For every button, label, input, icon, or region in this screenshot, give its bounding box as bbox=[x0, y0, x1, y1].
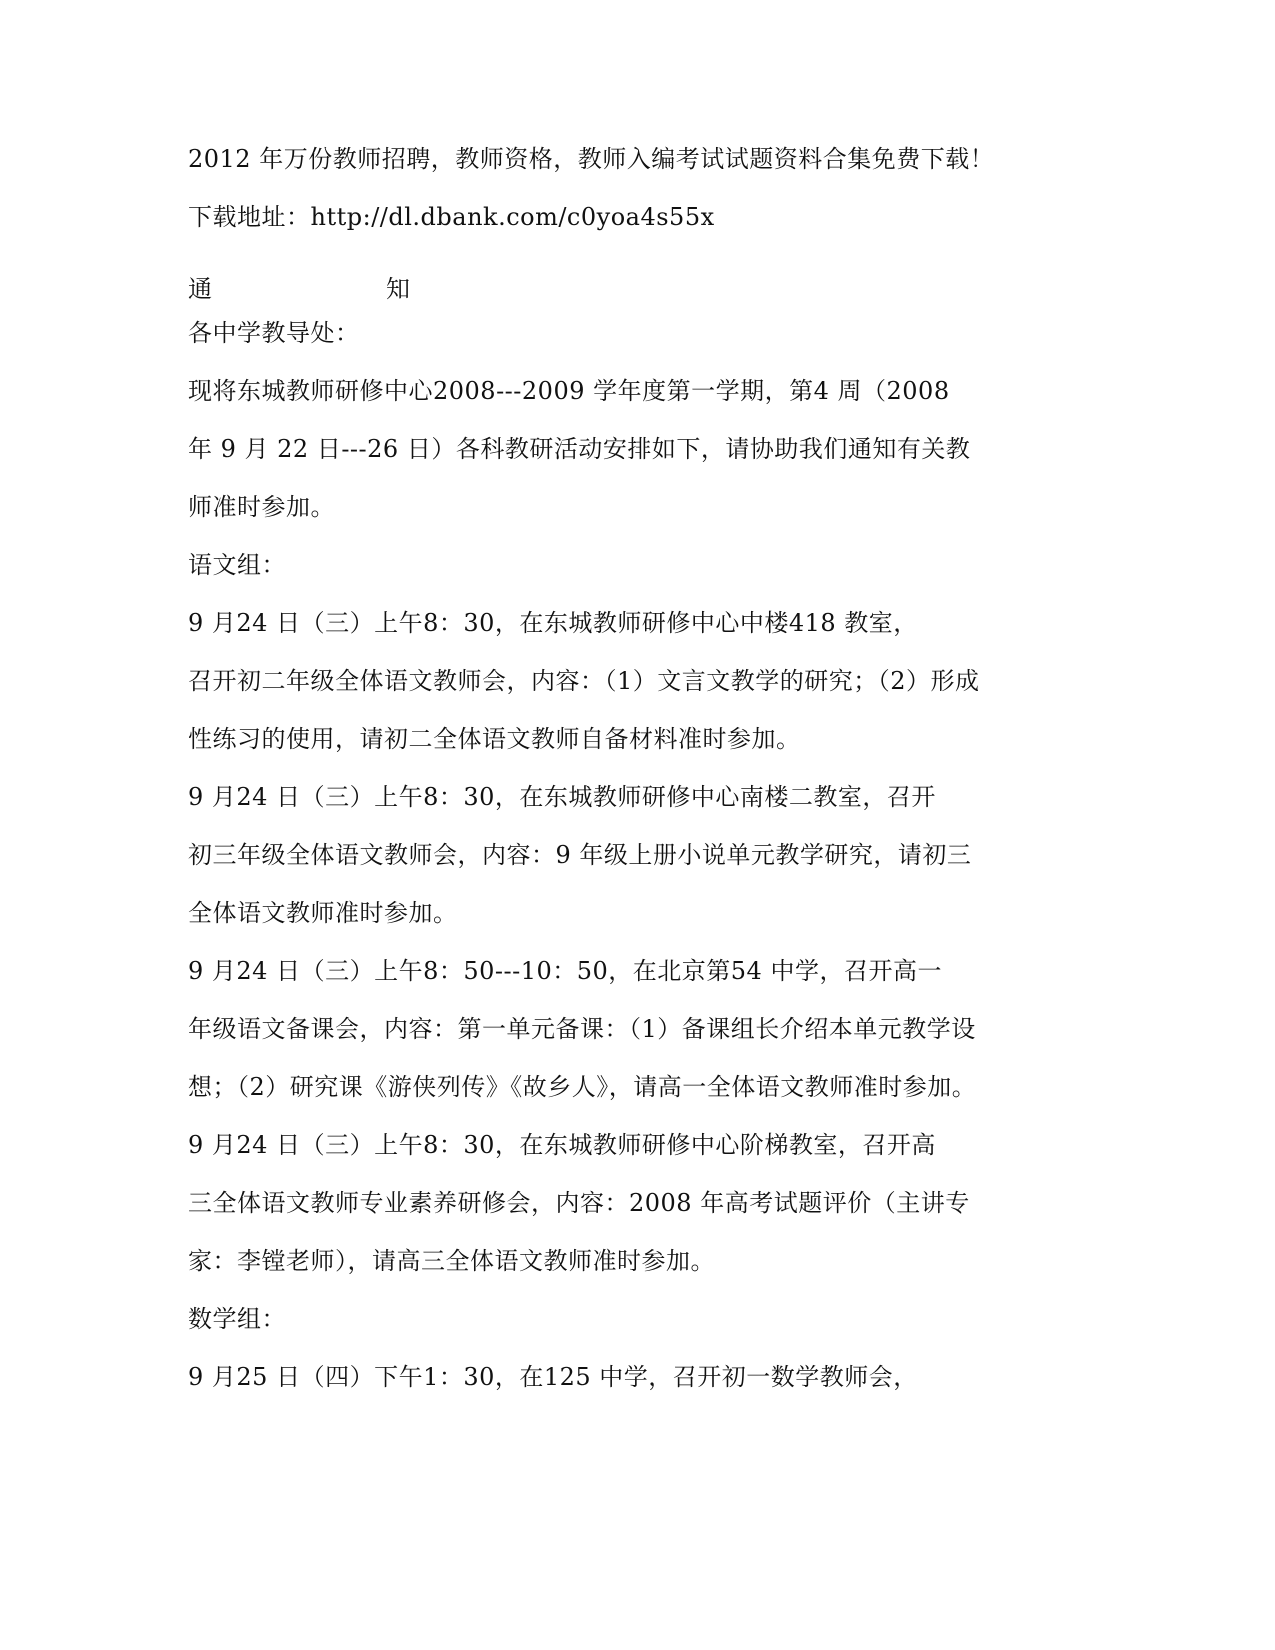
math-group-heading: 数学组： bbox=[188, 1305, 286, 1333]
chinese-item-line: 想；（2）研究课《游侠列传》《故乡人》，请高一全体语文教师准时参加。 bbox=[188, 1073, 977, 1101]
chinese-item-line: 9 月24 日（三）上午8：30，在东城教师研修中心阶梯教室，召开高 bbox=[188, 1131, 936, 1159]
intro-line: 年 9 月 22 日---26 日）各科教研活动安排如下，请协助我们通知有关教 bbox=[188, 435, 971, 463]
salutation: 各中学教导处： bbox=[188, 319, 360, 347]
chinese-group-heading: 语文组： bbox=[188, 551, 286, 579]
download-line: 下载地址：http://dl.dbank.com/c0yoa4s55x bbox=[188, 203, 715, 231]
chinese-item-line: 9 月24 日（三）上午8：50---10：50，在北京第54 中学，召开高一 bbox=[188, 957, 942, 985]
intro-line: 师准时参加。 bbox=[188, 493, 335, 521]
chinese-item-line: 初三年级全体语文教师会，内容：9 年级上册小说单元教学研究，请初三 bbox=[188, 841, 972, 869]
chinese-item-line: 召开初二年级全体语文教师会，内容：（1）文言文教学的研究；（2）形成 bbox=[188, 667, 980, 695]
chinese-item-line: 9 月24 日（三）上午8：30，在东城教师研修中心南楼二教室，召开 bbox=[188, 783, 936, 811]
chinese-item-line: 性练习的使用，请初二全体语文教师自备材料准时参加。 bbox=[188, 725, 801, 753]
chinese-item-line: 年级语文备课会，内容：第一单元备课：（1）备课组长介绍本单元教学设 bbox=[188, 1015, 976, 1043]
chinese-item-line: 9 月24 日（三）上午8：30，在东城教师研修中心中楼418 教室， bbox=[188, 609, 918, 637]
intro-line: 现将东城教师研修中心2008---2009 学年度第一学期，第4 周（2008 bbox=[188, 377, 950, 405]
math-item-line: 9 月25 日（四）下午1：30，在125 中学，召开初一数学教师会， bbox=[188, 1363, 918, 1391]
chinese-item-line: 全体语文教师准时参加。 bbox=[188, 899, 458, 927]
chinese-item-line: 家：李镗老师），请高三全体语文教师准时参加。 bbox=[188, 1247, 715, 1275]
notice-title-part1: 通 bbox=[188, 275, 212, 303]
ad-line: 2012 年万份教师招聘，教师资格，教师入编考试试题资料合集免费下载！ bbox=[188, 145, 995, 173]
chinese-item-line: 三全体语文教师专业素养研修会，内容：2008 年高考试题评价（主讲专 bbox=[188, 1189, 970, 1217]
notice-title-part2: 知 bbox=[386, 275, 410, 303]
